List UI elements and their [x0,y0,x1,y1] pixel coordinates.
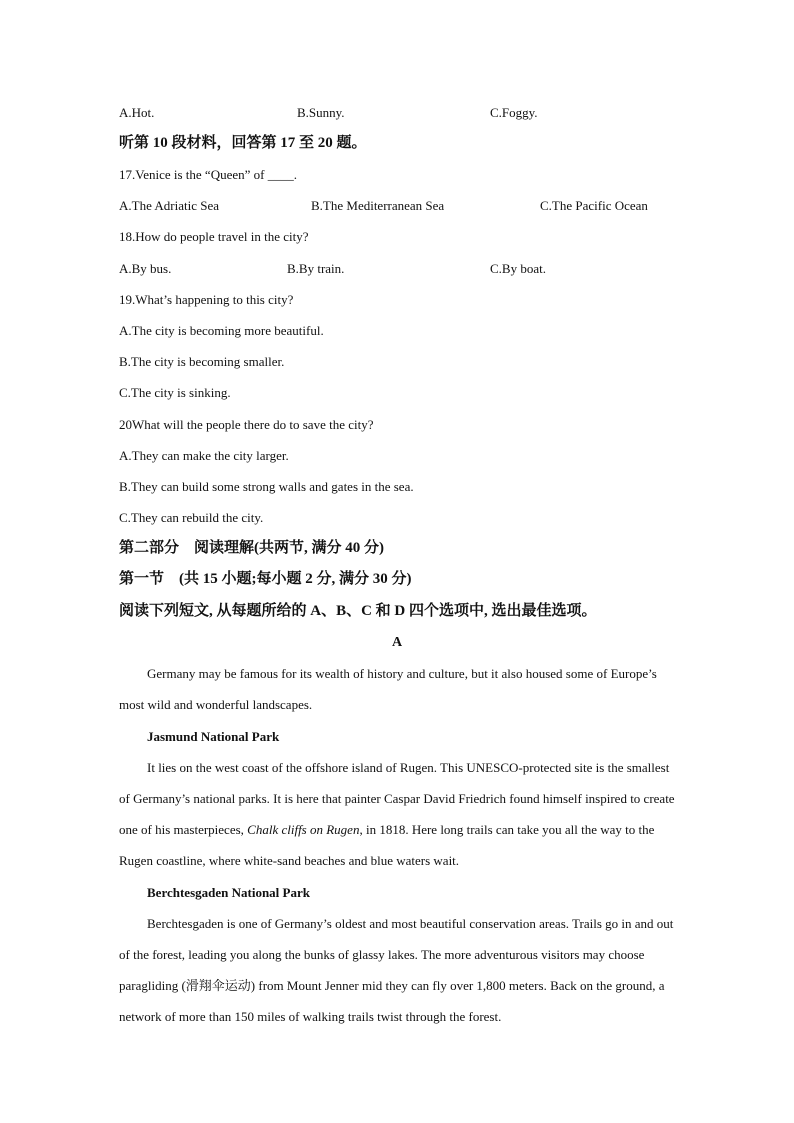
q20-option-c: C.They can rebuild the city. [119,510,264,525]
q17-option-c: C.The Pacific Ocean [540,198,648,213]
q19-option-a: A.The city is becoming more beautiful. [119,323,324,338]
q18-option-b: B.By train. [287,261,345,276]
jasmund-paragraph [119,752,675,876]
q16-option-b: B.Sunny. [297,105,345,120]
passage-intro [119,658,675,720]
q20-option-a: A.They can make the city larger. [119,448,289,463]
jasmund-text-1: It lies on the west coast of the offshore island of Rugen. This UNESCO-protected site is the smallest of Germany’s national parks. It is here that painter Caspar David Friedrich found himself inspired to create one of his masterpieces, [119,760,675,837]
part2-heading: 第二部分 阅读理解(共两节, 满分 40 分) [119,540,384,556]
painting-title: Chalk cliffs on Rugen [247,822,360,837]
listening-section-10-heading: 听第 10 段材料，回答第 17 至 20 题。 [119,135,367,151]
q19-option-c: C.The city is sinking. [119,385,231,400]
berchtesgaden-paragraph [119,908,675,1032]
q16-option-a: A.Hot. [119,105,155,120]
q19-option-b: B.The city is becoming smaller. [119,354,285,369]
q17-option-b: B.The Mediterranean Sea [311,198,445,213]
q18-stem: 18.How do people travel in the city? [119,229,309,244]
berchtesgaden-text: Berchtesgaden is one of Germany’s oldest and most beautiful conservation areas. Trails go in and out of the forest, leading you along the bunks of glassy lakes. The more adventurous visitors may choose paragliding (滑翔伞运动) from Mount Jenner mid they can fly over 1,800 meters. Back on the ground, a network of more than 150 miles of walking trails twist through the forest. [119,916,674,1024]
jasmund-text-2: , in 1818. Here long trails can take you all the way to the Rugen coastline, where white-sand beaches and blue waters wait. [119,822,655,868]
jasmund-title: Jasmund National Park [147,729,280,744]
q18-option-c: C.By boat. [490,261,546,276]
q20-stem: 20What will the people there do to save the city? [119,417,374,432]
q20-option-b: B.They can build some strong walls and gates in the sea. [119,479,414,494]
passage-label: A [391,635,403,650]
q16-option-c: C.Foggy. [490,105,538,120]
q17-stem: 17.Venice is the “Queen” of ____. [119,167,297,182]
q18-option-a: A.By bus. [119,261,172,276]
q17-option-a: A.The Adriatic Sea [119,198,219,213]
section1-heading: 第一节 (共 15 小题;每小题 2 分, 满分 30 分) [119,571,412,587]
passage-intro-text: Germany may be famous for its wealth of history and culture, but it also housed some of Europe’s most wild and wonderful landscapes. [119,666,657,712]
berchtesgaden-title: Berchtesgaden National Park [147,885,310,900]
q19-stem: 19.What’s happening to this city? [119,292,294,307]
reading-instruction: 阅读下列短文, 从每题所给的 A、B、C 和 D 四个选项中, 选出最佳选项。 [119,603,597,619]
